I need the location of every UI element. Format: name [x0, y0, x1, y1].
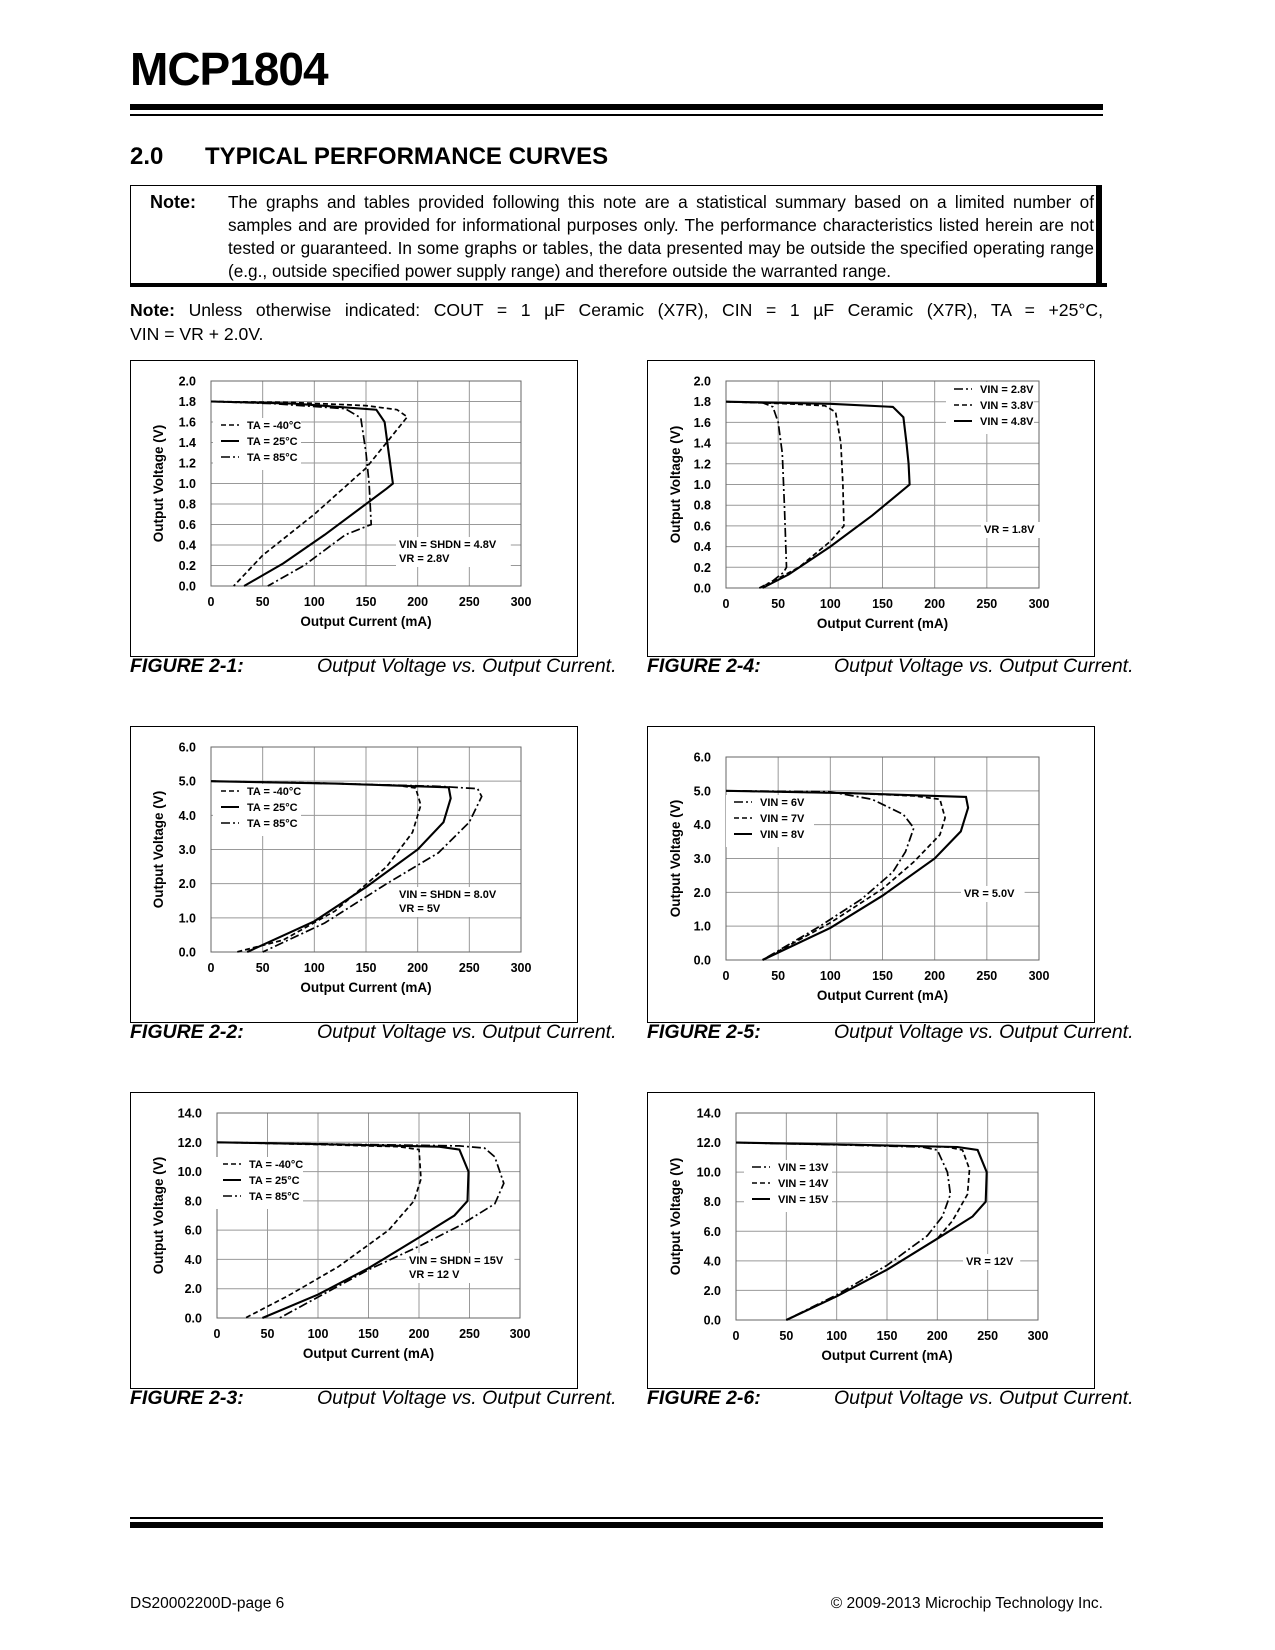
- x-tick-label: 150: [355, 595, 377, 609]
- y-tick-label: 14.0: [696, 1106, 721, 1121]
- condition-annotation-2: VR = 5V: [399, 903, 441, 915]
- y-tick-label: 6.0: [703, 1224, 721, 1239]
- note-label: Note:: [150, 192, 196, 212]
- x-tick-label: 250: [976, 597, 998, 611]
- figure-2-6-chart: [647, 1092, 1095, 1389]
- y-axis-label: Output Voltage (V): [668, 425, 683, 544]
- part-number-title: MCP1804: [130, 43, 328, 95]
- legend-label-1: TA = -40°C: [247, 786, 302, 798]
- x-tick-label: 300: [1027, 1329, 1049, 1343]
- figure-2-2-caption: [130, 1020, 617, 1045]
- legend-label-1: VIN = 2.8V: [980, 384, 1034, 396]
- conditions-line-2: VIN = VR + 2.0V.: [130, 324, 264, 344]
- x-tick-label: 150: [872, 969, 893, 983]
- disclaimer-note-box: [130, 185, 1101, 284]
- figure-2-3-label: FIGURE 2-3:: [130, 1387, 244, 1409]
- legend-label-2: TA = 25°C: [249, 1175, 300, 1187]
- x-tick-label: 250: [977, 1329, 999, 1343]
- x-axis-label: Output Current (mA): [302, 1346, 435, 1361]
- x-tick-label: 200: [924, 597, 946, 611]
- x-tick-label: 0: [732, 1329, 740, 1343]
- y-tick-label: 0.0: [178, 579, 196, 594]
- legend-label-1: TA = -40°C: [249, 1159, 304, 1171]
- figure-2-2-title: Output Voltage vs. Output Current.: [317, 1021, 617, 1043]
- figure-2-5-caption: [647, 1020, 1134, 1045]
- footer-doc-id: DS20002200D-page 6: [130, 1595, 285, 1612]
- figure-2-3-chart: [130, 1092, 578, 1389]
- x-tick-label: 200: [924, 969, 946, 983]
- condition-annotation-1: VR = 5.0V: [964, 888, 1015, 900]
- condition-annotation-1: VIN = SHDN = 8.0V: [399, 889, 497, 901]
- condition-annotation-1: VIN = SHDN = 15V: [409, 1255, 504, 1267]
- y-tick-label: 3.0: [178, 843, 196, 857]
- y-tick-label: 0.0: [693, 581, 711, 596]
- y-tick-label: 8.0: [184, 1194, 202, 1209]
- x-tick-label: 0: [213, 1327, 221, 1341]
- series-line-2: [726, 402, 844, 588]
- legend-label-3: TA = 85°C: [247, 818, 298, 830]
- x-tick-label: 250: [458, 961, 480, 975]
- y-tick-label: 2.0: [178, 877, 196, 892]
- conditions-label: Note:: [130, 300, 175, 320]
- y-tick-label: 10.0: [177, 1165, 202, 1180]
- figure-2-4-caption: [647, 654, 1134, 679]
- y-tick-label: 0.4: [178, 538, 196, 553]
- condition-annotation-1: VIN = SHDN = 4.8V: [399, 539, 497, 551]
- figure-2-4-label: FIGURE 2-4:: [647, 655, 761, 677]
- y-tick-label: 1.0: [178, 911, 196, 926]
- y-axis-label: Output Voltage (V): [668, 1157, 683, 1276]
- x-axis-label: Output Current (mA): [300, 980, 432, 995]
- note-text: The graphs and tables provided following this note are a statistical summary based on a limited number of samples and are provided for informational purposes only. The performance characteristics listed herein are not tested or guaranteed. In some graphs or tables, the data presented may be outside the specified operating range (e.g., outside specified power supply range) and therefore outside the warranted range.: [228, 192, 1094, 281]
- y-tick-label: 14.0: [177, 1106, 202, 1121]
- test-conditions: [130, 298, 1103, 322]
- y-tick-label: 1.0: [178, 477, 196, 491]
- x-tick-label: 50: [255, 595, 270, 609]
- condition-annotation-2: VR = 2.8V: [399, 553, 450, 565]
- legend-label-1: VIN = 6V: [760, 797, 805, 809]
- x-tick-label: 200: [926, 1329, 948, 1343]
- condition-annotation-2: VR = 12 V: [409, 1269, 460, 1281]
- y-tick-label: 1.2: [693, 457, 711, 472]
- y-tick-label: 2.0: [693, 885, 711, 900]
- y-tick-label: 1.4: [178, 436, 196, 450]
- x-tick-label: 300: [1028, 597, 1050, 611]
- x-tick-label: 50: [260, 1327, 275, 1341]
- x-tick-label: 150: [872, 597, 893, 611]
- y-tick-label: 5.0: [178, 774, 196, 789]
- x-tick-label: 250: [459, 1327, 480, 1341]
- section-title: TYPICAL PERFORMANCE CURVES: [205, 143, 609, 170]
- y-tick-label: 10.0: [696, 1165, 721, 1180]
- y-tick-label: 0.6: [178, 518, 196, 532]
- legend-label-3: VIN = 4.8V: [980, 416, 1034, 428]
- y-tick-label: 1.8: [693, 395, 711, 410]
- y-tick-label: 1.8: [178, 395, 196, 409]
- figure-2-2-chart: [130, 726, 578, 1023]
- figure-2-5-label: FIGURE 2-5:: [647, 1021, 761, 1043]
- condition-annotation-1: VR = 12V: [966, 1256, 1014, 1268]
- x-axis-label: Output Current (mA): [816, 616, 949, 631]
- x-tick-label: 150: [876, 1329, 898, 1343]
- legend-label-2: VIN = 7V: [760, 813, 805, 825]
- x-tick-label: 0: [207, 595, 215, 609]
- legend-label-3: TA = 85°C: [249, 1191, 300, 1203]
- y-tick-label: 0.0: [178, 945, 196, 960]
- y-tick-label: 1.0: [693, 919, 711, 934]
- x-tick-label: 300: [510, 595, 532, 609]
- figure-2-6-caption: [647, 1386, 1134, 1411]
- y-tick-label: 0.8: [693, 498, 711, 513]
- footer-copyright: © 2009-2013 Microchip Technology Inc.: [830, 1595, 1103, 1612]
- legend-label-1: VIN = 13V: [778, 1162, 829, 1174]
- y-tick-label: 4.0: [184, 1252, 202, 1267]
- x-tick-label: 0: [207, 961, 215, 975]
- series-line-1: [726, 402, 787, 588]
- section-heading: [130, 143, 608, 171]
- y-tick-label: 12.0: [177, 1135, 202, 1150]
- y-tick-label: 1.6: [178, 415, 196, 430]
- legend-label-1: TA = -40°C: [247, 420, 302, 432]
- y-tick-label: 6.0: [178, 740, 196, 755]
- figure-2-1-title: Output Voltage vs. Output Current.: [317, 655, 617, 677]
- x-axis-label: Output Current (mA): [300, 614, 432, 629]
- y-tick-label: 6.0: [693, 750, 711, 765]
- y-tick-label: 0.0: [184, 1311, 202, 1326]
- x-tick-label: 50: [779, 1329, 794, 1343]
- x-tick-label: 300: [1028, 969, 1050, 983]
- x-tick-label: 200: [407, 961, 429, 975]
- x-tick-label: 200: [408, 1327, 430, 1341]
- y-tick-label: 0.4: [693, 540, 711, 555]
- y-tick-label: 1.0: [693, 478, 711, 492]
- y-tick-label: 4.0: [703, 1254, 721, 1269]
- y-tick-label: 1.4: [693, 436, 711, 451]
- y-tick-label: 12.0: [696, 1136, 721, 1151]
- y-tick-label: 2.0: [693, 374, 711, 389]
- y-tick-label: 4.0: [693, 818, 711, 833]
- x-tick-label: 0: [722, 597, 730, 611]
- y-tick-label: 4.0: [178, 808, 196, 823]
- y-axis-label: Output Voltage (V): [151, 1156, 166, 1275]
- y-tick-label: 1.6: [693, 415, 711, 430]
- x-tick-label: 50: [771, 969, 786, 983]
- x-tick-label: 100: [307, 1327, 329, 1341]
- header-rule-thin: [130, 114, 1103, 116]
- legend-label-3: VIN = 15V: [778, 1194, 829, 1206]
- x-tick-label: 100: [826, 1329, 848, 1343]
- figure-2-3-caption: [130, 1386, 617, 1411]
- figure-2-6-label: FIGURE 2-6:: [647, 1387, 761, 1409]
- y-tick-label: 2.0: [184, 1282, 202, 1297]
- x-tick-label: 250: [976, 969, 998, 983]
- y-tick-label: 8.0: [703, 1195, 721, 1210]
- legend-label-2: TA = 25°C: [247, 802, 298, 814]
- x-tick-label: 100: [303, 595, 325, 609]
- note-box-shadow: [130, 283, 1107, 287]
- x-tick-label: 100: [819, 597, 841, 611]
- x-tick-label: 250: [458, 595, 480, 609]
- y-tick-label: 0.8: [178, 497, 196, 512]
- x-axis-label: Output Current (mA): [816, 988, 949, 1003]
- x-tick-label: 150: [358, 1327, 379, 1341]
- y-tick-label: 0.0: [693, 953, 711, 968]
- figure-2-1-label: FIGURE 2-1:: [130, 655, 244, 677]
- figure-2-5-chart: [647, 726, 1095, 1023]
- legend-label-3: VIN = 8V: [760, 829, 805, 841]
- header-rule: [130, 104, 1103, 110]
- x-tick-label: 150: [355, 961, 377, 975]
- legend-label-2: VIN = 14V: [778, 1178, 829, 1190]
- y-tick-label: 0.6: [693, 519, 711, 534]
- y-tick-label: 2.0: [178, 374, 196, 389]
- y-axis-label: Output Voltage (V): [151, 790, 166, 909]
- y-tick-label: 3.0: [693, 852, 711, 866]
- y-tick-label: 2.0: [703, 1283, 721, 1298]
- x-tick-label: 200: [407, 595, 429, 609]
- figure-2-1-caption: [130, 654, 617, 679]
- footer-rule: [130, 1522, 1103, 1528]
- figure-2-4-chart: [647, 360, 1095, 657]
- conditions-line-1: Unless otherwise indicated: COUT = 1 µF Ceramic (X7R), CIN = 1 µF Ceramic (X7R), TA = +25°C,: [188, 300, 1103, 320]
- y-tick-label: 0.0: [703, 1313, 721, 1328]
- figure-2-4-title: Output Voltage vs. Output Current.: [834, 655, 1134, 677]
- figure-2-5-title: Output Voltage vs. Output Current.: [834, 1021, 1134, 1043]
- x-tick-label: 50: [771, 597, 786, 611]
- x-tick-label: 300: [509, 1327, 531, 1341]
- x-tick-label: 0: [722, 969, 730, 983]
- y-tick-label: 5.0: [693, 784, 711, 799]
- note-box-bar: [1096, 185, 1102, 284]
- figure-2-3-title: Output Voltage vs. Output Current.: [317, 1387, 617, 1409]
- x-tick-label: 100: [303, 961, 325, 975]
- y-tick-label: 0.2: [693, 560, 711, 575]
- figure-2-2-label: FIGURE 2-2:: [130, 1021, 244, 1043]
- condition-annotation-1: VR = 1.8V: [984, 524, 1035, 536]
- x-tick-label: 50: [255, 961, 270, 975]
- x-axis-label: Output Current (mA): [821, 1348, 953, 1363]
- section-number: 2.0: [130, 143, 164, 170]
- y-tick-label: 1.2: [178, 456, 196, 471]
- legend-label-3: TA = 85°C: [247, 452, 298, 464]
- y-tick-label: 0.2: [178, 559, 196, 573]
- legend-label-2: VIN = 3.8V: [980, 400, 1034, 412]
- legend-label-2: TA = 25°C: [247, 436, 298, 448]
- y-axis-label: Output Voltage (V): [151, 424, 166, 543]
- x-tick-label: 100: [819, 969, 841, 983]
- x-tick-label: 300: [510, 961, 532, 975]
- y-axis-label: Output Voltage (V): [668, 799, 683, 918]
- footer-rule-thin: [130, 1517, 1103, 1519]
- figure-2-6-title: Output Voltage vs. Output Current.: [834, 1387, 1134, 1409]
- y-tick-label: 6.0: [184, 1223, 202, 1238]
- figure-2-1-chart: [130, 360, 578, 657]
